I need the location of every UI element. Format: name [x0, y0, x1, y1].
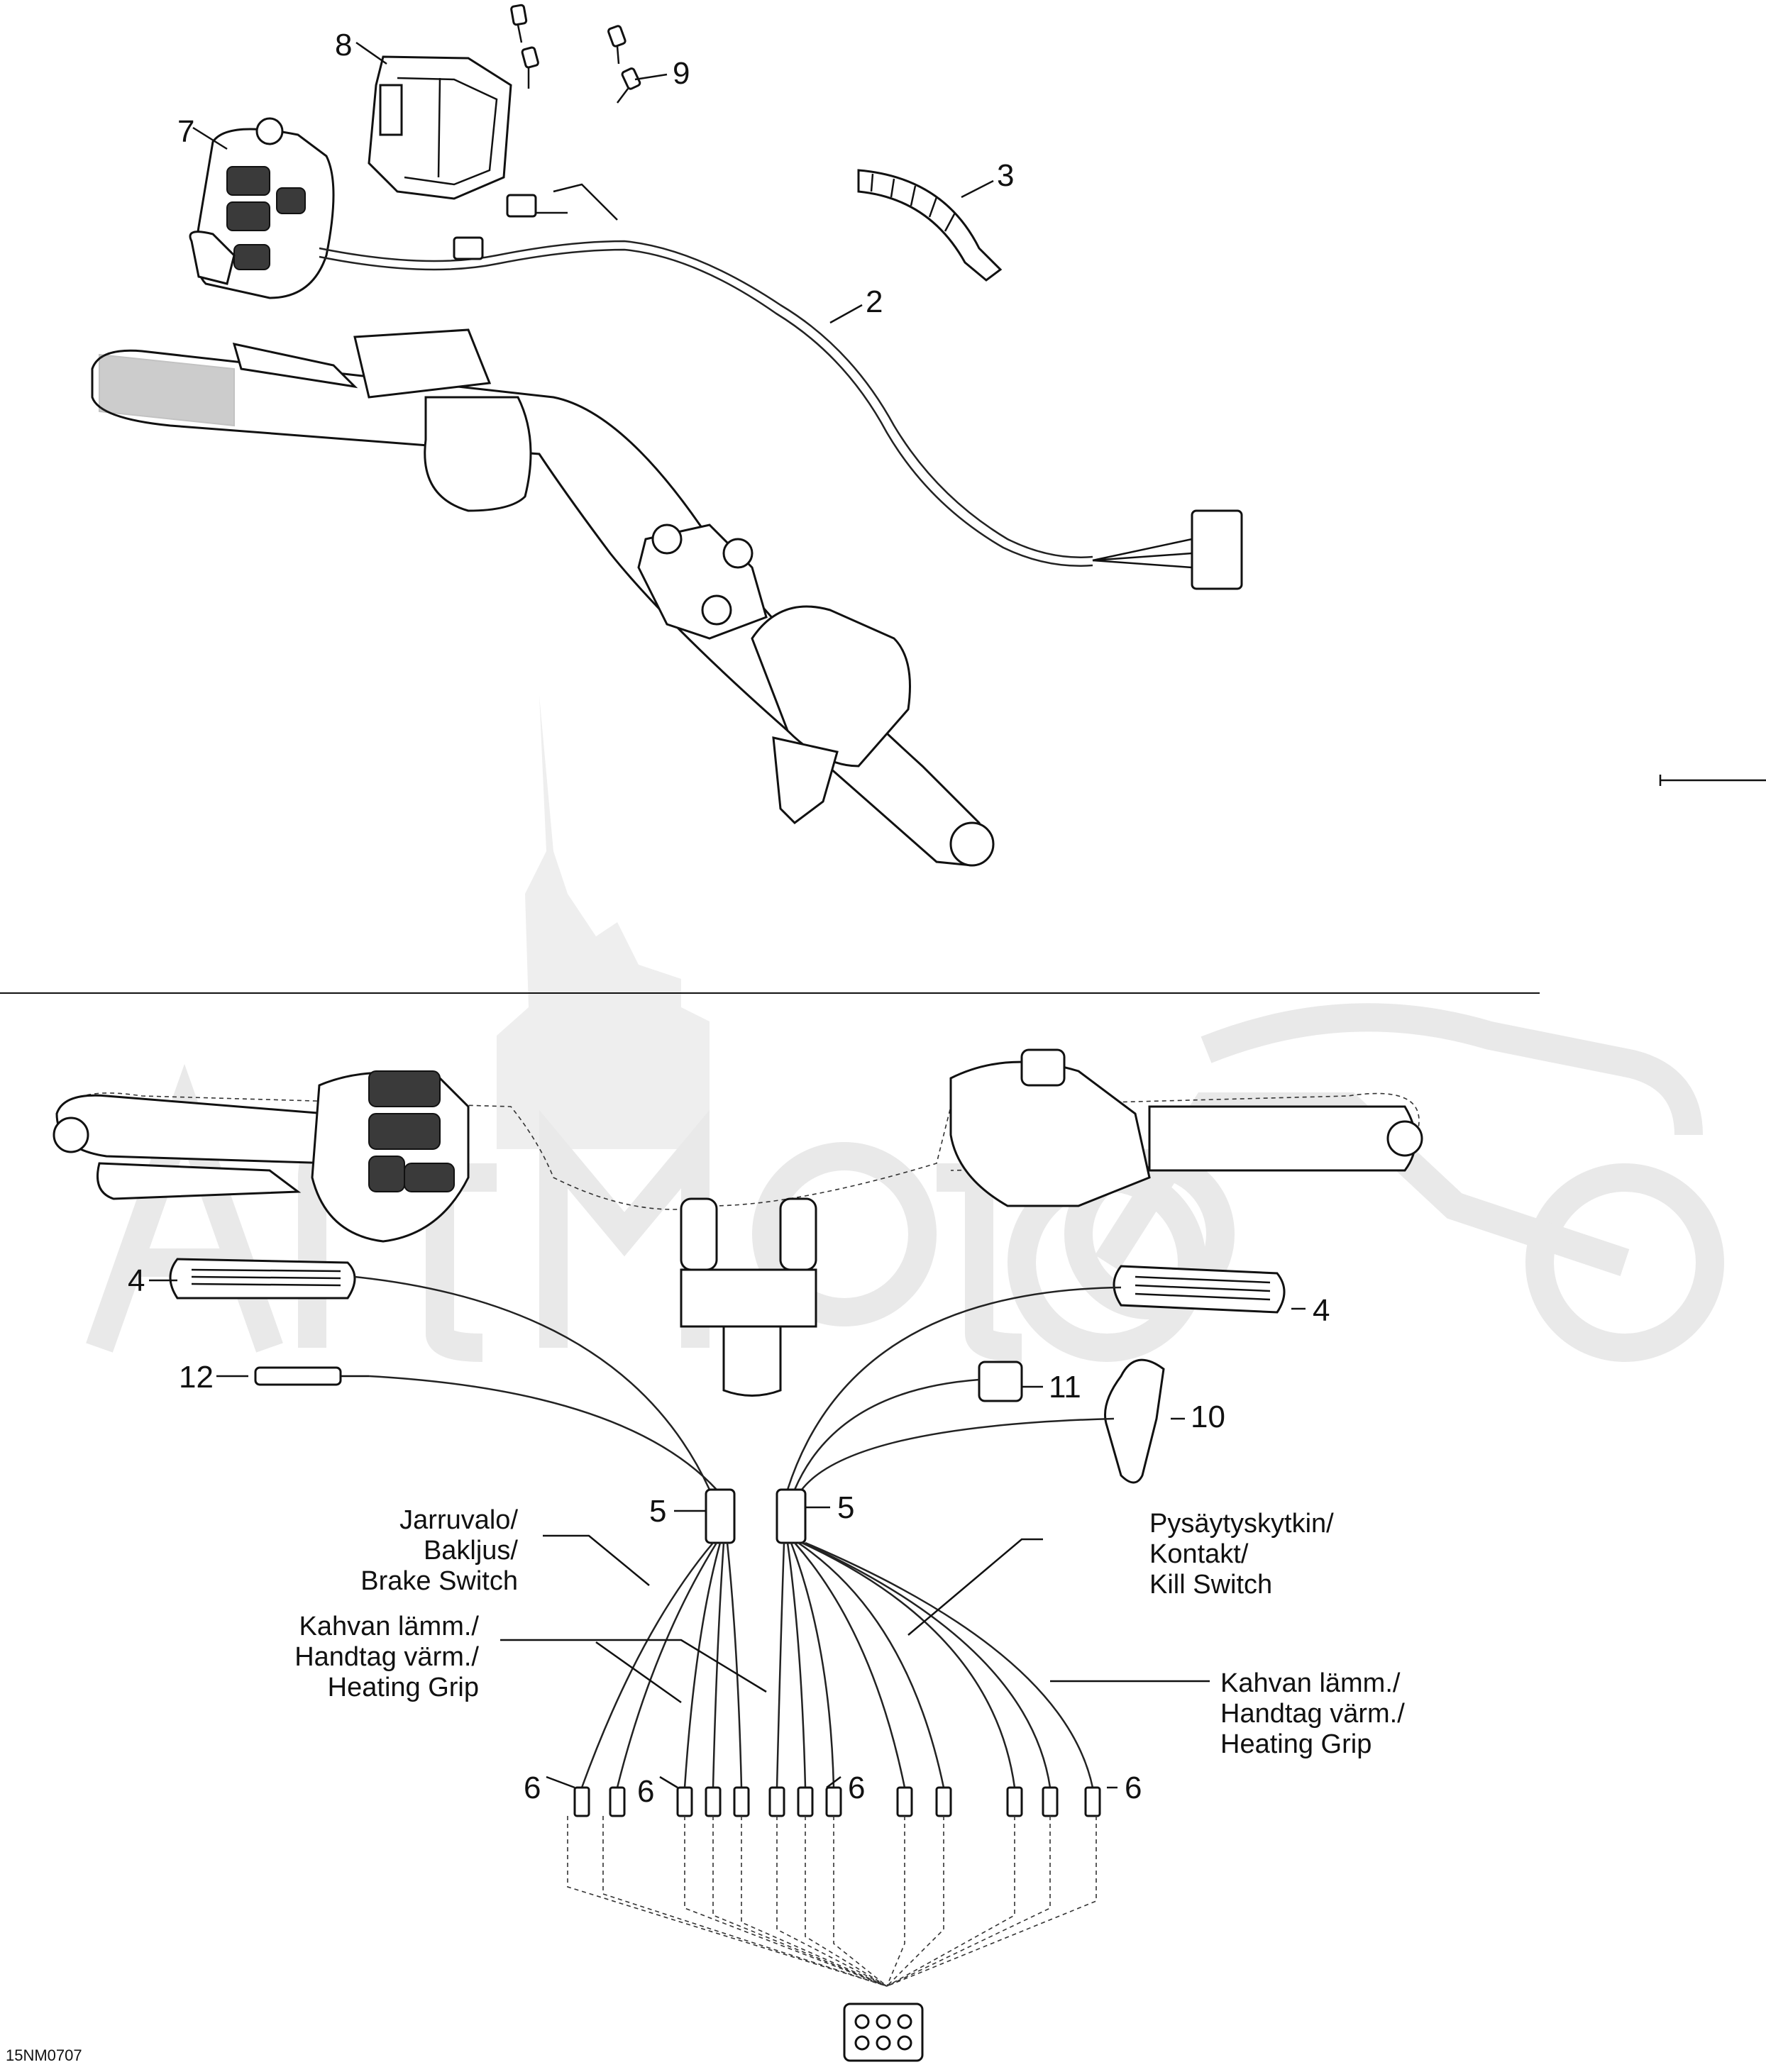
kill-switch-label-sv: Kontakt/ [1149, 1539, 1249, 1569]
brake-switch-label-sv: Bakljus/ [423, 1536, 518, 1566]
switch-housing [190, 118, 333, 298]
callout-5-right: 5 [837, 1490, 855, 1525]
heating-grip-left-label-sv: Handtag värm./ [294, 1642, 479, 1672]
kill-switch-label [1149, 1509, 1334, 1600]
sleeve-right [777, 1490, 805, 1543]
multi-pin-plug [844, 2004, 922, 2061]
sensor-probe [255, 1368, 369, 1385]
callout-4-right: 4 [1313, 1293, 1330, 1328]
callout-10: 10 [1191, 1400, 1225, 1434]
callout-6-d: 6 [1125, 1771, 1142, 1805]
callout-4-left: 4 [128, 1263, 145, 1298]
heating-grip-left [170, 1259, 355, 1298]
sleeve-left [706, 1490, 734, 1543]
heating-grip-left-label [294, 1612, 479, 1702]
callout-11: 11 [1049, 1370, 1081, 1405]
conduit [859, 170, 1000, 280]
switch-cover [369, 57, 511, 199]
heating-grip-right-label-en: Heating Grip [1220, 1729, 1372, 1759]
kill-switch-label-fi: Pysäytyskytkin/ [1149, 1509, 1334, 1539]
brake-switch-label [360, 1505, 518, 1596]
brake-switch-label-en: Brake Switch [360, 1566, 518, 1596]
brake-switch-label-fi: Jarruvalo/ [399, 1505, 518, 1535]
callout-9: 9 [673, 56, 690, 91]
callout-3: 3 [997, 158, 1015, 193]
heating-grip-right-label-fi: Kahvan lämm./ [1220, 1668, 1401, 1698]
screw-set [511, 5, 641, 103]
callout-2: 2 [866, 284, 883, 319]
callout-12: 12 [179, 1360, 214, 1395]
kill-switch-label-en: Kill Switch [1149, 1570, 1273, 1600]
heating-grip-right-label [1220, 1668, 1405, 1759]
callout-8: 8 [335, 28, 353, 62]
kill-switch-bracket [1105, 1360, 1164, 1483]
harness-connector [1093, 511, 1242, 589]
heating-grip-right [1114, 1266, 1284, 1312]
handlebar [92, 330, 993, 865]
callout-6-a: 6 [524, 1771, 541, 1805]
dashed-connections [568, 1816, 1096, 1986]
heating-grip-right-label-sv: Handtag värm./ [1220, 1699, 1405, 1729]
callout-6-c: 6 [848, 1771, 866, 1805]
upper-assembly [92, 5, 1766, 865]
figure-code: 15NM0707 [6, 2046, 82, 2064]
callout-7: 7 [177, 114, 195, 149]
heating-grip-left-label-fi: Kahvan lämm./ [299, 1612, 479, 1641]
heating-grip-left-label-en: Heating Grip [327, 1673, 479, 1702]
kill-switch-connector [979, 1362, 1022, 1401]
callout-6-b: 6 [637, 1774, 655, 1809]
callout-5-left: 5 [649, 1494, 667, 1529]
